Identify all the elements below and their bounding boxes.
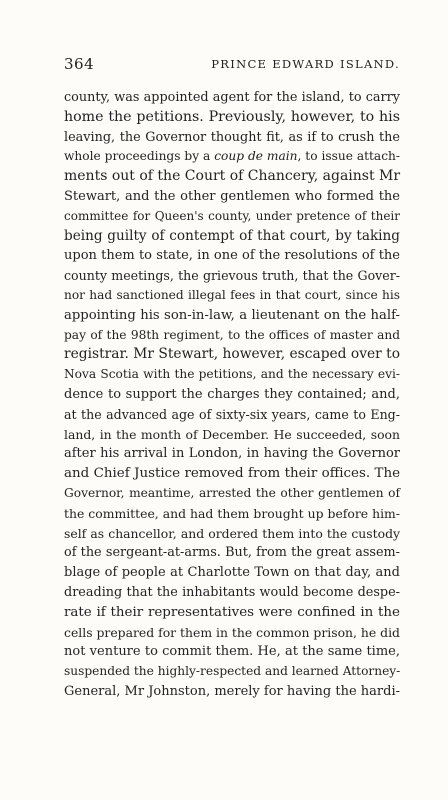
text-line: whole proceedings by a coup de main, to issue attach- bbox=[64, 149, 400, 164]
page-header bbox=[64, 55, 400, 75]
text-line: Governor, meantime, arrested the other gentlemen of bbox=[64, 485, 400, 500]
text-line: dence to support the charges they contained; and, bbox=[64, 386, 400, 402]
text-line: nor had sanctioned illegal fees in that court, since his bbox=[64, 287, 400, 302]
text-line: self as chancellor, and ordered them into the custody bbox=[64, 525, 400, 541]
text-line: being guilty of contempt of that court, by taking bbox=[64, 227, 400, 244]
text-line: county, was appointed agent for the island, to carry bbox=[64, 90, 400, 105]
text-line: leaving, the Governor thought fit, as if to crush the bbox=[64, 129, 400, 145]
text-line: General, Mr Johnston, merely for having the hardi- bbox=[64, 683, 400, 699]
text-line: and Chief Justice removed from their offices. The bbox=[64, 466, 400, 482]
text-line: home the petitions. Previously, however, to his bbox=[64, 108, 400, 125]
text-line: appointing his son-in-law, a lieutenant on the half- bbox=[64, 307, 400, 323]
body-text bbox=[64, 88, 400, 702]
text-line: dreading that the inhabitants would become despe- bbox=[64, 584, 400, 600]
text-line: county meetings, the grievous truth, that the Gover- bbox=[64, 268, 400, 284]
text-line: not venture to commit them. He, at the same time, bbox=[64, 644, 400, 660]
text-line: committee for Queen's county, under pretence of their bbox=[64, 208, 400, 223]
italic-phrase: coup de main bbox=[214, 149, 298, 164]
text-line: the committee, and had them brought up before him- bbox=[64, 505, 400, 521]
text-line: blage of people at Charlotte Town on that day, and bbox=[64, 565, 400, 581]
text-line: cells prepared for them in the common prison, he did bbox=[64, 624, 400, 640]
text-line: land, in the month of December. He succeeded, soon bbox=[64, 426, 400, 442]
text-line: Nova Scotia with the petitions, and the necessary evi- bbox=[64, 367, 400, 382]
text-line: pay of the 98th regiment, to the offices of master and bbox=[64, 327, 400, 342]
text-line: suspended the highly-respected and learned Attorney- bbox=[64, 664, 401, 679]
page-number: 364 bbox=[64, 55, 95, 73]
text-line: of the sergeant-at-arms. But, from the great assem- bbox=[64, 545, 400, 561]
text-line: Stewart, and the other gentlemen who formed the bbox=[64, 188, 400, 204]
running-title: PRINCE EDWARD ISLAND. bbox=[211, 57, 400, 71]
text-line: rate if their representatives were confined in the bbox=[64, 604, 400, 620]
text-line: upon them to state, in one of the resolutions of the bbox=[64, 248, 400, 264]
text-line: registrar. Mr Stewart, however, escaped over to bbox=[64, 346, 401, 363]
text-line: after his arrival in London, in having the Governor bbox=[64, 446, 400, 462]
text-line: at the advanced age of sixty-six years, came to Eng- bbox=[64, 406, 400, 422]
text-line: ments out of the Court of Chancery, against Mr bbox=[64, 168, 401, 185]
